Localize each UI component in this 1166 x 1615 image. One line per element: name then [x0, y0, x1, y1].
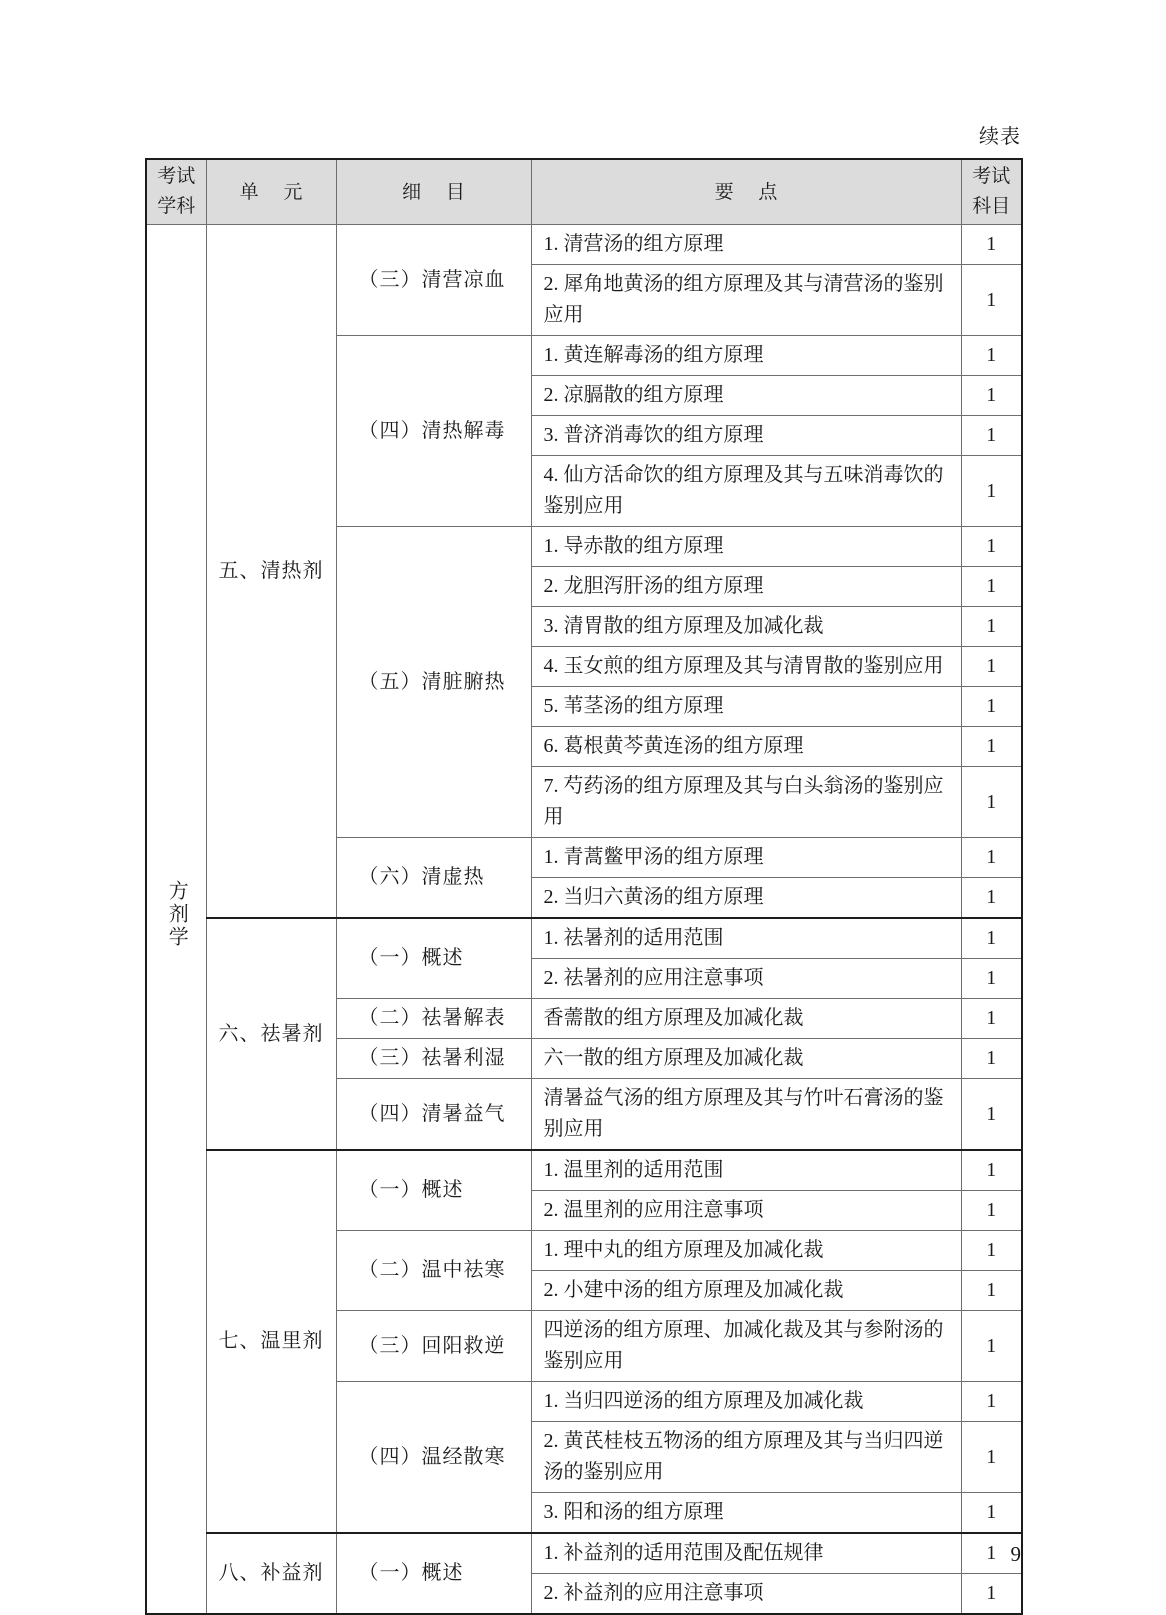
detail-cell: （五）清脏腑热: [336, 527, 531, 838]
column-header-subject: [146, 159, 206, 225]
detail-cell: （四）清暑益气: [336, 1079, 531, 1151]
exam-code-cell: 1: [961, 1039, 1022, 1079]
detail-cell: （一）概述: [336, 1150, 531, 1231]
exam-code-cell: 1: [961, 265, 1022, 336]
point-cell: 1. 补益剂的适用范围及配伍规律: [531, 1533, 961, 1574]
detail-cell: （二）温中祛寒: [336, 1231, 531, 1311]
point-cell: 2. 温里剂的应用注意事项: [531, 1191, 961, 1231]
unit-cell: 五、清热剂: [206, 225, 336, 919]
exam-code-cell: 1: [961, 1311, 1022, 1382]
point-cell: 3. 普济消毒饮的组方原理: [531, 416, 961, 456]
exam-code-cell: 1: [961, 647, 1022, 687]
point-cell: 1. 理中丸的组方原理及加减化裁: [531, 1231, 961, 1271]
column-header-code: [961, 159, 1022, 225]
detail-cell: （四）清热解毒: [336, 336, 531, 527]
point-cell: 香薷散的组方原理及加减化裁: [531, 999, 961, 1039]
table-header-row: [146, 159, 1022, 225]
detail-cell: （一）概述: [336, 918, 531, 999]
point-cell: 1. 温里剂的适用范围: [531, 1150, 961, 1191]
point-cell: 3. 阳和汤的组方原理: [531, 1493, 961, 1534]
exam-code-cell: 1: [961, 527, 1022, 567]
point-cell: 六一散的组方原理及加减化裁: [531, 1039, 961, 1079]
exam-code-cell: 1: [961, 1079, 1022, 1151]
point-cell: 2. 祛暑剂的应用注意事项: [531, 959, 961, 999]
detail-cell: （三）祛暑利湿: [336, 1039, 531, 1079]
exam-code-cell: 1: [961, 959, 1022, 999]
syllabus-table: [145, 158, 1023, 1615]
exam-code-cell: 1: [961, 918, 1022, 959]
exam-code-cell: 1: [961, 687, 1022, 727]
point-cell: 2. 小建中汤的组方原理及加减化裁: [531, 1271, 961, 1311]
detail-cell: （六）清虚热: [336, 838, 531, 919]
exam-code-cell: 1: [961, 456, 1022, 527]
point-cell: 1. 导赤散的组方原理: [531, 527, 961, 567]
unit-cell: 六、祛暑剂: [206, 918, 336, 1150]
point-cell: 3. 清胃散的组方原理及加减化裁: [531, 607, 961, 647]
exam-code-cell: 1: [961, 225, 1022, 265]
column-header-unit: 单 元: [206, 159, 336, 225]
table-row: [146, 225, 1022, 265]
exam-code-cell: 1: [961, 1422, 1022, 1493]
point-cell: 2. 凉膈散的组方原理: [531, 376, 961, 416]
point-cell: 6. 葛根黄芩黄连汤的组方原理: [531, 727, 961, 767]
point-cell: 2. 补益剂的应用注意事项: [531, 1574, 961, 1615]
point-cell: 四逆汤的组方原理、加减化裁及其与参附汤的鉴别应用: [531, 1311, 961, 1382]
detail-cell: （三）清营凉血: [336, 225, 531, 336]
table-row: [146, 918, 1022, 959]
point-cell: 2. 龙胆泻肝汤的组方原理: [531, 567, 961, 607]
unit-cell: 八、补益剂: [206, 1533, 336, 1614]
detail-cell: （二）祛暑解表: [336, 999, 531, 1039]
table-header: [146, 159, 1022, 225]
point-cell: 1. 当归四逆汤的组方原理及加减化裁: [531, 1382, 961, 1422]
exam-code-cell: 1: [961, 607, 1022, 647]
exam-code-cell: 1: [961, 999, 1022, 1039]
exam-code-cell: 1: [961, 1574, 1022, 1615]
point-cell: 1. 青蒿鳖甲汤的组方原理: [531, 838, 961, 878]
exam-code-cell: 1: [961, 1382, 1022, 1422]
point-cell: 4. 仙方活命饮的组方原理及其与五味消毒饮的鉴别应用: [531, 456, 961, 527]
detail-cell: （三）回阳救逆: [336, 1311, 531, 1382]
exam-code-cell: 1: [961, 416, 1022, 456]
point-cell: 1. 清营汤的组方原理: [531, 225, 961, 265]
column-header-point: 要 点: [531, 159, 961, 225]
point-cell: 5. 苇茎汤的组方原理: [531, 687, 961, 727]
column-header-subject-line2: 学科: [157, 196, 196, 217]
point-cell: 清暑益气汤的组方原理及其与竹叶石膏汤的鉴别应用: [531, 1079, 961, 1151]
point-cell: 1. 黄连解毒汤的组方原理: [531, 336, 961, 376]
column-header-detail: 细 目: [336, 159, 531, 225]
exam-code-cell: 1: [961, 567, 1022, 607]
table-row: [146, 1150, 1022, 1191]
exam-code-cell: 1: [961, 727, 1022, 767]
point-cell: 2. 黄芪桂枝五物汤的组方原理及其与当归四逆汤的鉴别应用: [531, 1422, 961, 1493]
exam-code-cell: 1: [961, 1493, 1022, 1534]
column-header-subject-line1: 考试: [157, 166, 196, 187]
continued-table-label: 续表: [979, 126, 1021, 148]
point-cell: 2. 当归六黄汤的组方原理: [531, 878, 961, 919]
subject-cell: [146, 225, 206, 1615]
detail-cell: （一）概述: [336, 1533, 531, 1614]
exam-code-cell: 1: [961, 376, 1022, 416]
column-header-code-line2: 科目: [972, 196, 1011, 217]
point-cell: 1. 祛暑剂的适用范围: [531, 918, 961, 959]
unit-cell: 七、温里剂: [206, 1150, 336, 1533]
detail-cell: （四）温经散寒: [336, 1382, 531, 1534]
exam-code-cell: 1: [961, 1191, 1022, 1231]
exam-code-cell: 1: [961, 1533, 1022, 1574]
exam-code-cell: 1: [961, 767, 1022, 838]
page-number: 9: [1010, 1542, 1021, 1566]
exam-code-cell: 1: [961, 1150, 1022, 1191]
point-cell: 2. 犀角地黄汤的组方原理及其与清营汤的鉴别应用: [531, 265, 961, 336]
point-cell: 4. 玉女煎的组方原理及其与清胃散的鉴别应用: [531, 647, 961, 687]
exam-code-cell: 1: [961, 878, 1022, 919]
column-header-code-line1: 考试: [972, 166, 1011, 187]
exam-code-cell: 1: [961, 1271, 1022, 1311]
exam-code-cell: 1: [961, 336, 1022, 376]
point-cell: 7. 芍药汤的组方原理及其与白头翁汤的鉴别应用: [531, 767, 961, 838]
table-body: [146, 225, 1022, 1615]
exam-code-cell: 1: [961, 1231, 1022, 1271]
exam-code-cell: 1: [961, 838, 1022, 878]
subject-label: 方剂学: [165, 880, 188, 949]
